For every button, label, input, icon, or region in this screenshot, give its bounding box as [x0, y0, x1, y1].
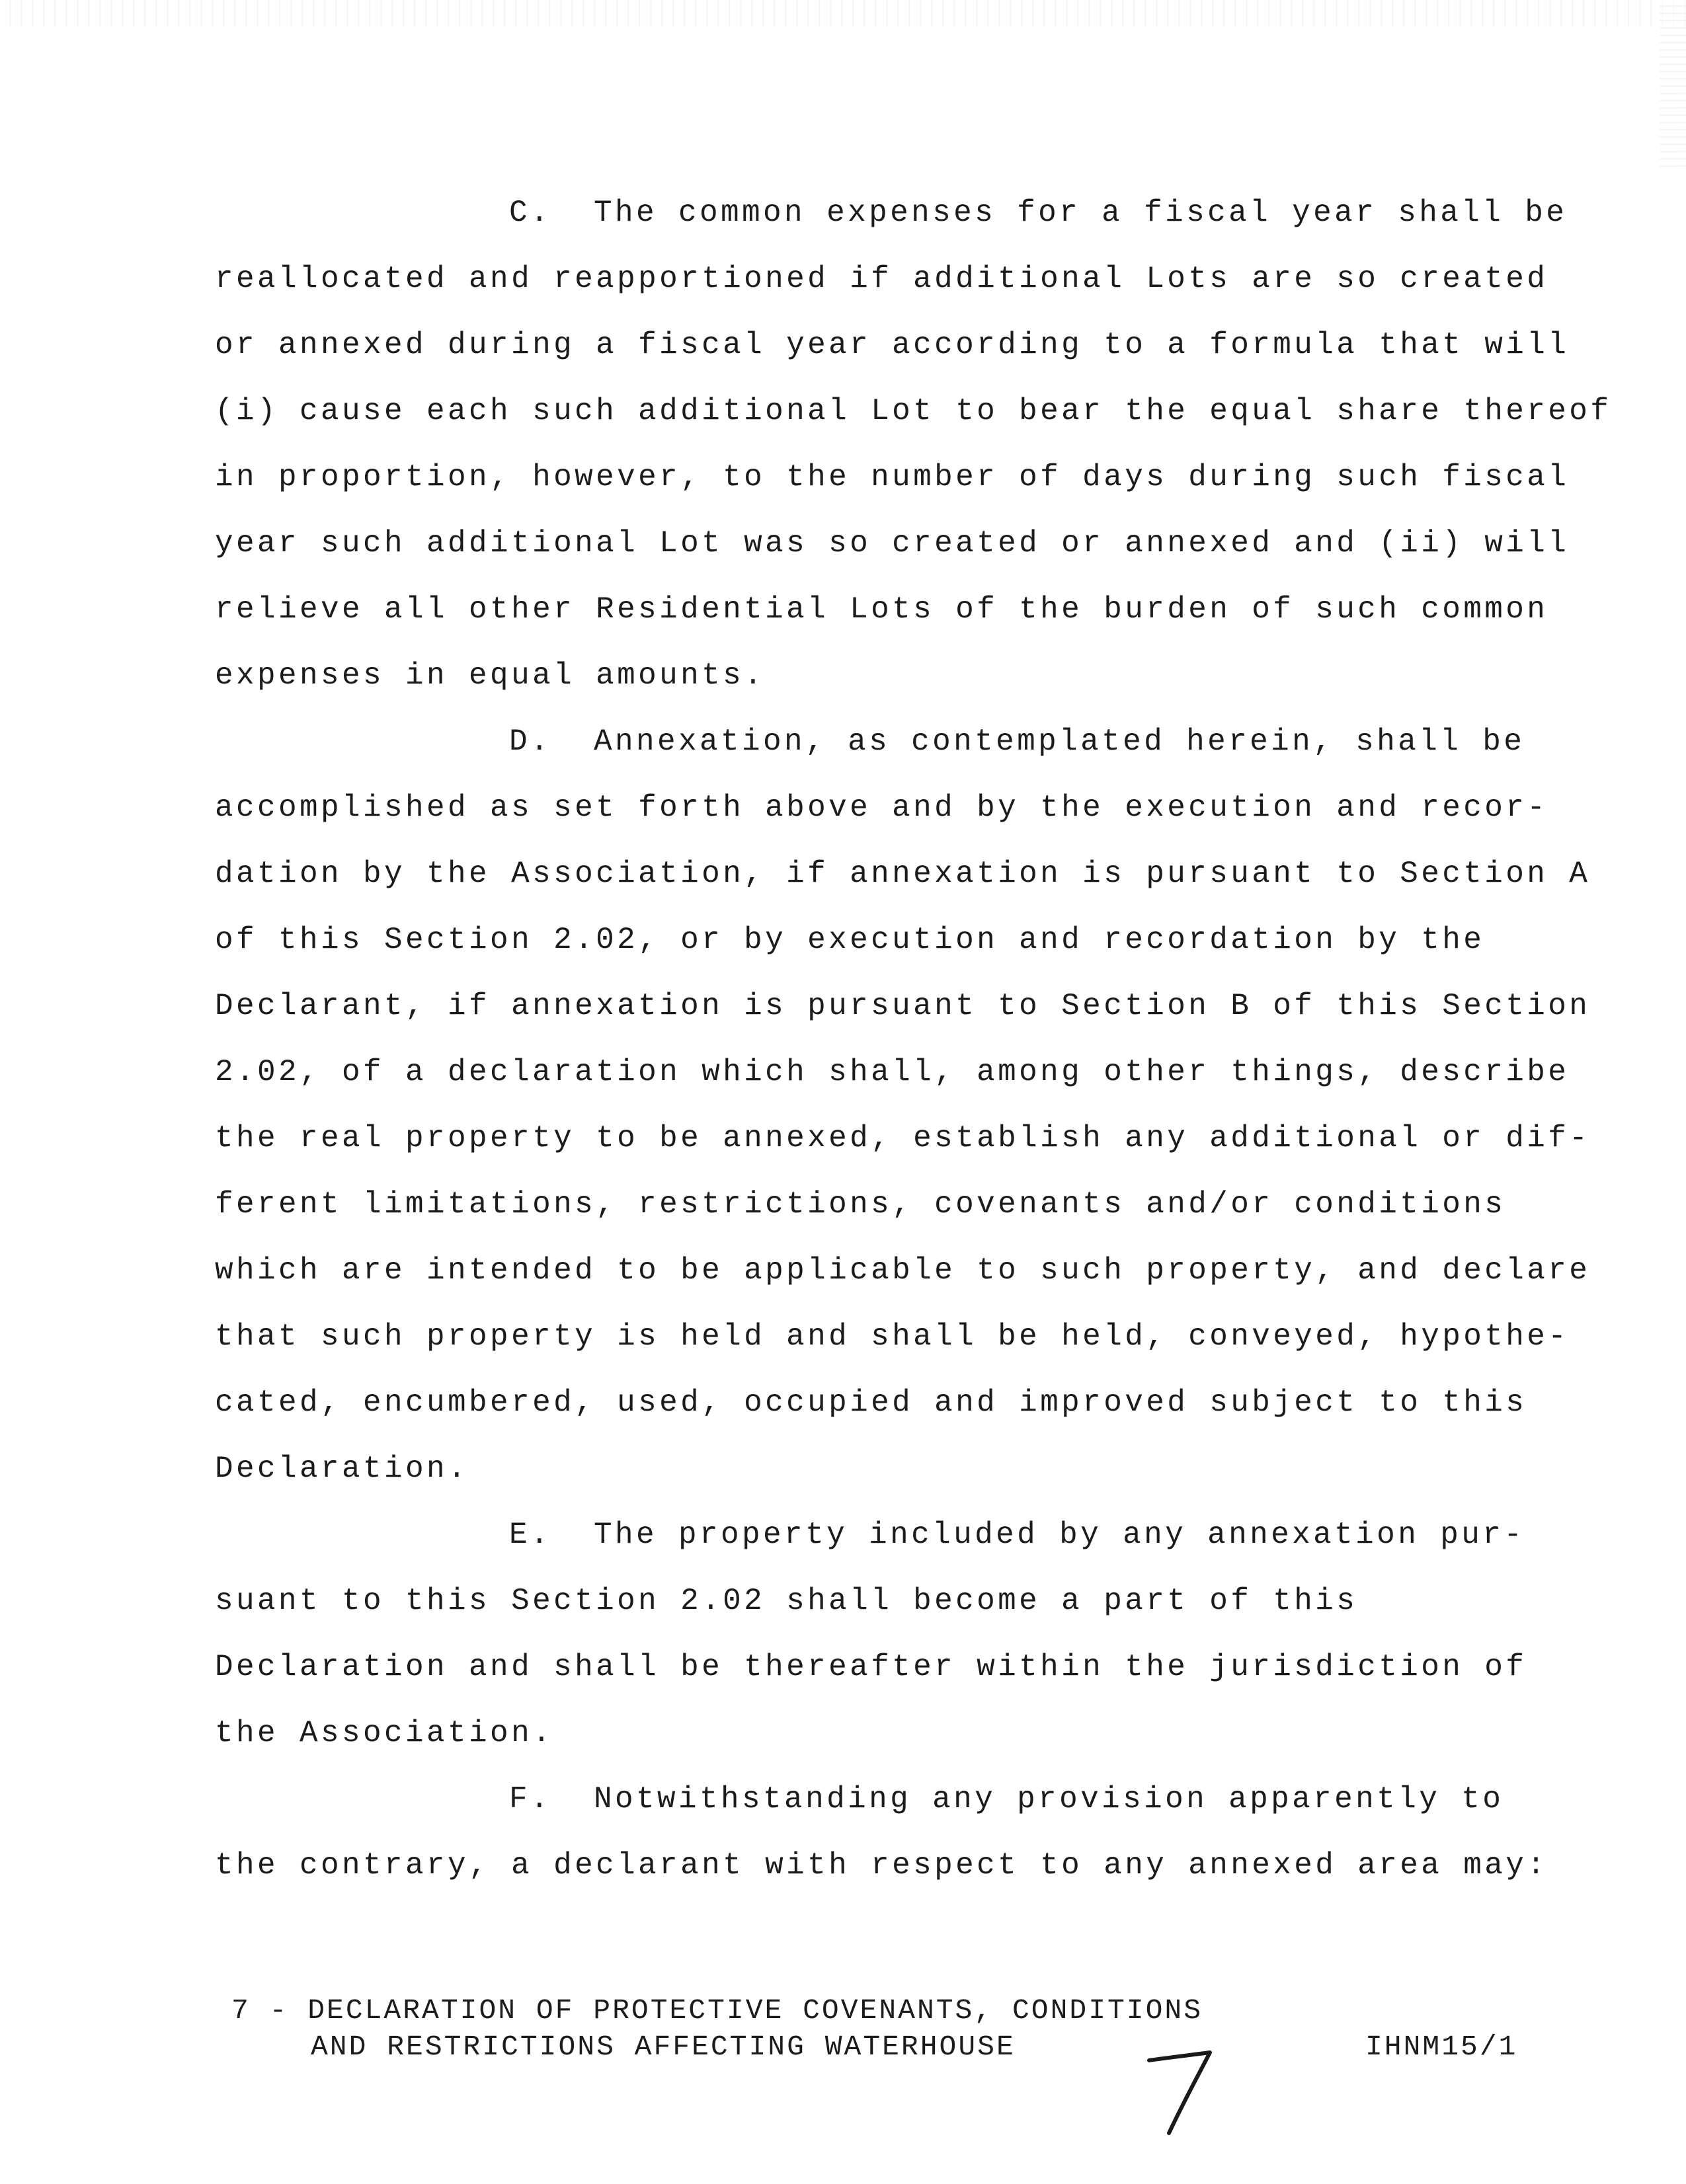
footer-title-line-1: 7 - DECLARATION OF PROTECTIVE COVENANTS, CONDITIONS: [231, 1994, 1203, 2027]
paragraph-c-line-7: relieve all other Residential Lots of the burden of such common: [215, 592, 1548, 627]
paragraph-c-line-8: expenses in equal amounts.: [215, 658, 766, 693]
paragraph-d-line-11: cated, encumbered, used, occupied and improved subject to this: [215, 1385, 1527, 1420]
paragraph-c-line-3: or annexed during a fiscal year according to a formula that will: [215, 328, 1570, 362]
paragraph-e-line-3: Declaration and shall be thereafter within the jurisdiction of: [215, 1650, 1527, 1684]
paragraph-f-line-1: F. Notwithstanding any provision apparently to: [509, 1782, 1504, 1816]
paragraph-d-line-3: dation by the Association, if annexation is pursuant to Section A: [215, 857, 1591, 891]
paragraph-d-line-4: of this Section 2.02, or by execution and recordation by the: [215, 923, 1485, 957]
paragraph-e-line-2: suant to this Section 2.02 shall become a part of this: [215, 1584, 1358, 1618]
paragraph-c-line-1: C. The common expenses for a fiscal year shall be: [509, 196, 1568, 230]
paragraph-e-line-1: E. The property included by any annexation pur-: [509, 1518, 1525, 1552]
paragraph-c-line-4: (i) cause each such additional Lot to bear the equal share thereof: [215, 394, 1612, 428]
paragraph-c-line-6: year such additional Lot was so created or annexed and (ii) will: [215, 526, 1570, 561]
paragraph-d-line-7: the real property to be annexed, establish any additional or dif-: [215, 1121, 1591, 1155]
paragraph-d-line-2: accomplished as set forth above and by the execution and recor-: [215, 791, 1548, 825]
paragraph-d-line-8: ferent limitations, restrictions, covenants and/or conditions: [215, 1187, 1506, 1222]
paragraph-d-line-12: Declaration.: [215, 1452, 469, 1486]
paragraph-e-line-4: the Association.: [215, 1716, 554, 1750]
footer-title-line-2: AND RESTRICTIONS AFFECTING WATERHOUSE: [311, 2031, 1016, 2063]
paragraph-d-line-9: which are intended to be applicable to such property, and declare: [215, 1253, 1591, 1288]
paragraph-f-line-2: the contrary, a declarant with respect to any annexed area may:: [215, 1848, 1548, 1883]
footer-doc-code: IHNM15/1: [1365, 2031, 1518, 2063]
paragraph-d-line-6: 2.02, of a declaration which shall, among other things, describe: [215, 1055, 1570, 1089]
paragraph-d-line-1: D. Annexation, as contemplated herein, shall be: [509, 724, 1525, 759]
paragraph-d-line-10: that such property is held and shall be held, conveyed, hypothe-: [215, 1319, 1570, 1354]
paragraph-c-line-5: in proportion, however, to the number of days during such fiscal: [215, 460, 1570, 494]
paragraph-d-line-5: Declarant, if annexation is pursuant to Section B of this Section: [215, 989, 1591, 1023]
paragraph-c-line-2: reallocated and reapportioned if additional Lots are so created: [215, 262, 1548, 296]
handwritten-page-number-7: [1144, 2046, 1217, 2138]
